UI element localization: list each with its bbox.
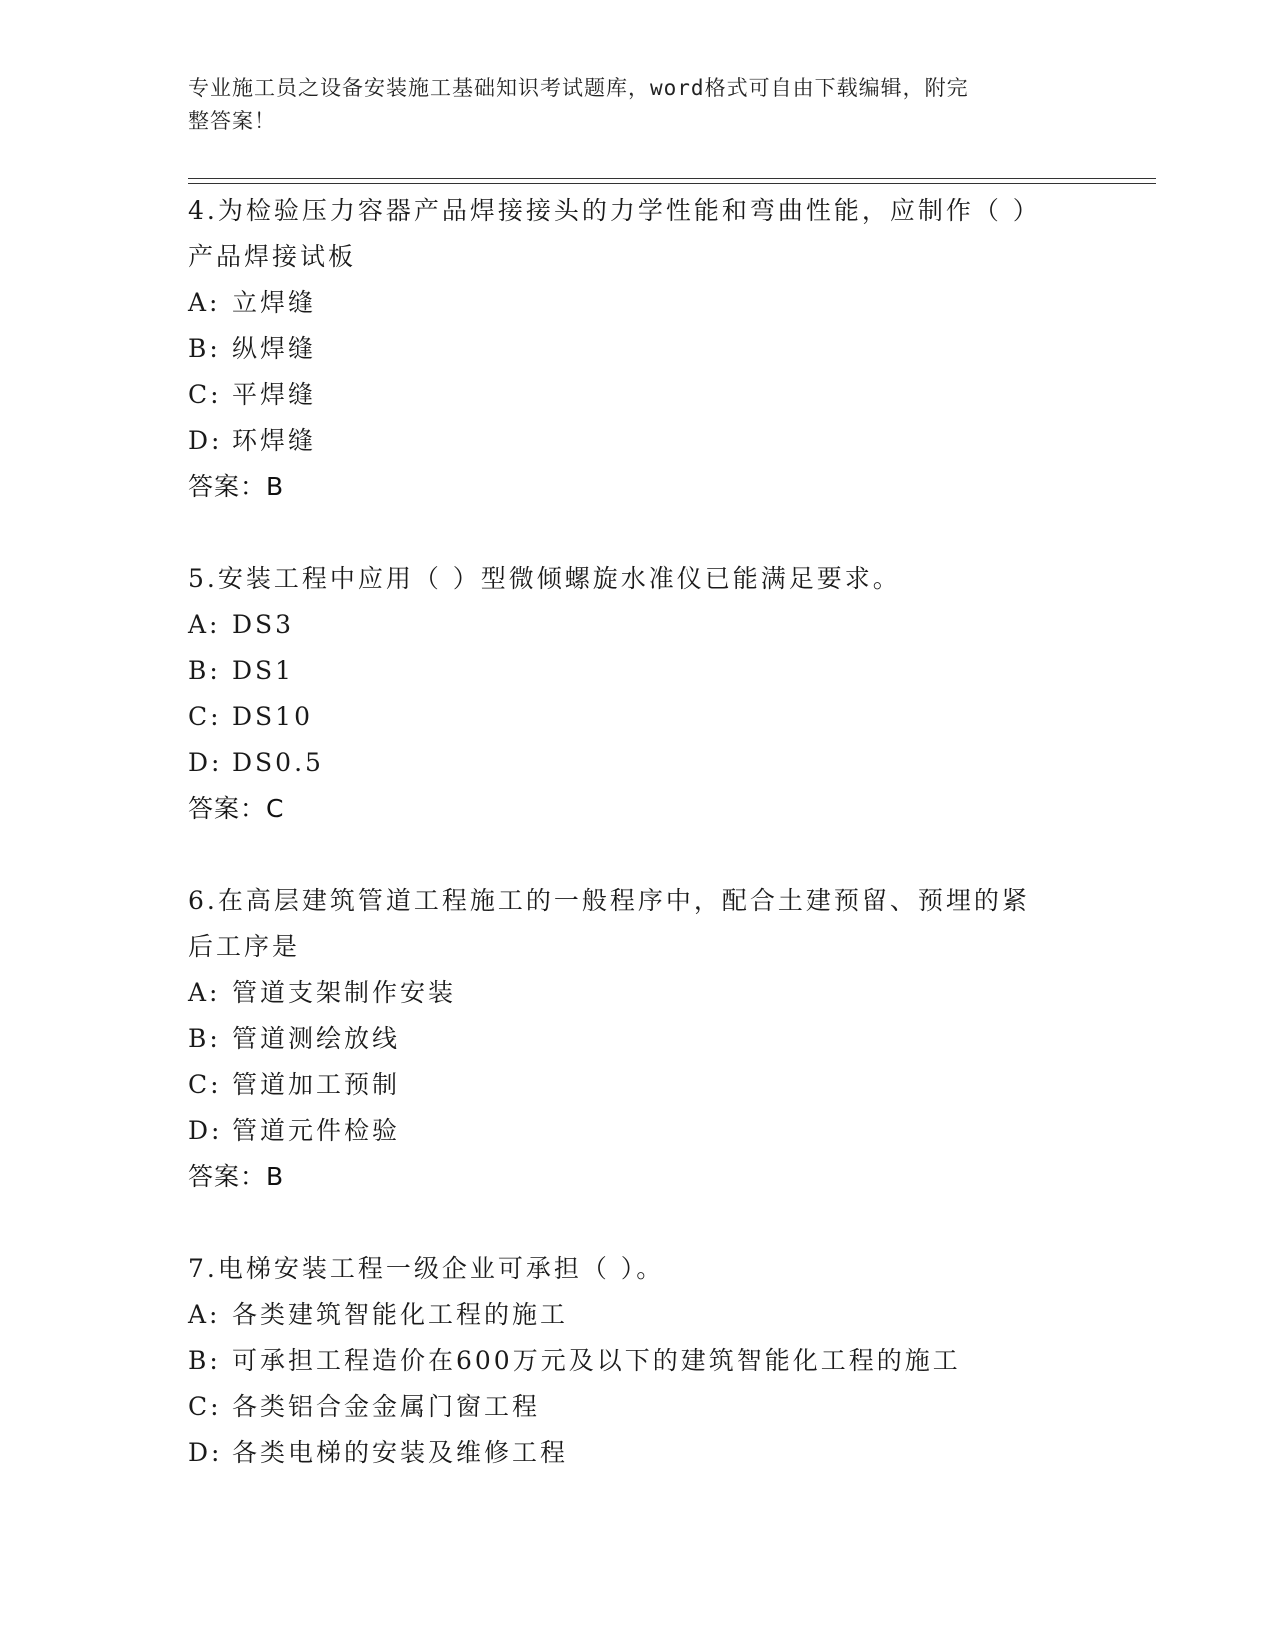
option-text: 管道支架制作安装 bbox=[232, 978, 457, 1007]
header-divider-bottom bbox=[188, 183, 1156, 184]
option-key: A: bbox=[188, 978, 221, 1007]
option-a bbox=[188, 970, 1088, 1016]
option-d bbox=[188, 1108, 1088, 1154]
option-b bbox=[188, 1338, 1088, 1384]
option-b bbox=[188, 326, 1088, 372]
option-text: 管道元件检验 bbox=[232, 1116, 401, 1145]
option-b bbox=[188, 648, 1088, 694]
option-text: 管道加工预制 bbox=[232, 1070, 401, 1099]
option-key: B: bbox=[188, 1346, 221, 1375]
question-stem: 6.在高层建筑管道工程施工的一般程序中，配合土建预留、预埋的紧 bbox=[188, 886, 1030, 915]
option-a bbox=[188, 602, 1088, 648]
question-gap bbox=[188, 1200, 1088, 1246]
option-d bbox=[188, 740, 1088, 786]
option-text: 可承担工程造价在600万元及以下的建筑智能化工程的施工 bbox=[232, 1346, 961, 1375]
option-key: B: bbox=[188, 334, 221, 363]
option-d bbox=[188, 418, 1088, 464]
header-divider-top bbox=[188, 178, 1156, 179]
answer-line: 答案：B bbox=[188, 1162, 285, 1191]
option-text: 环焊缝 bbox=[232, 426, 317, 455]
option-key: C: bbox=[188, 1070, 222, 1099]
option-text: 立焊缝 bbox=[232, 288, 317, 317]
option-key: D: bbox=[188, 748, 223, 777]
question-4 bbox=[188, 188, 1088, 510]
option-text: 平焊缝 bbox=[232, 380, 317, 409]
option-text: 各类建筑智能化工程的施工 bbox=[232, 1300, 569, 1329]
question-6 bbox=[188, 878, 1088, 1200]
option-key: C: bbox=[188, 1392, 222, 1421]
question-stem: 4.为检验压力容器产品焊接接头的力学性能和弯曲性能，应制作（ ） bbox=[188, 196, 1041, 225]
option-key: C: bbox=[188, 380, 222, 409]
question-list bbox=[188, 188, 1088, 1476]
question-stem: 5.安装工程中应用（ ）型微倾螺旋水准仪已能满足要求。 bbox=[188, 564, 901, 593]
question-stem-continued: 后工序是 bbox=[188, 932, 301, 961]
answer-line: 答案：B bbox=[188, 472, 285, 501]
option-c bbox=[188, 1062, 1088, 1108]
option-key: D: bbox=[188, 1438, 223, 1467]
option-key: B: bbox=[188, 1024, 221, 1053]
question-7 bbox=[188, 1246, 1088, 1476]
option-key: A: bbox=[188, 288, 221, 317]
option-a bbox=[188, 1292, 1088, 1338]
document-header bbox=[188, 72, 1068, 138]
answer-line: 答案：C bbox=[188, 794, 285, 823]
option-text: DS0.5 bbox=[232, 748, 324, 777]
option-text: 各类铝合金金属门窗工程 bbox=[232, 1392, 541, 1421]
header-line-1: 专业施工员之设备安装施工基础知识考试题库，word格式可自由下载编辑，附完 bbox=[188, 76, 969, 100]
option-key: C: bbox=[188, 702, 222, 731]
option-key: A: bbox=[188, 610, 221, 639]
option-text: DS1 bbox=[232, 656, 295, 685]
option-key: D: bbox=[188, 426, 223, 455]
option-key: A: bbox=[188, 1300, 221, 1329]
option-text: DS10 bbox=[232, 702, 313, 731]
header-line-2: 整答案！ bbox=[188, 109, 276, 133]
question-5 bbox=[188, 556, 1088, 832]
option-text: 各类电梯的安装及维修工程 bbox=[232, 1438, 569, 1467]
option-b bbox=[188, 1016, 1088, 1062]
option-text: DS3 bbox=[232, 610, 295, 639]
option-key: B: bbox=[188, 656, 221, 685]
option-c bbox=[188, 1384, 1088, 1430]
question-stem: 7.电梯安装工程一级企业可承担（ ）。 bbox=[188, 1254, 665, 1283]
question-gap bbox=[188, 832, 1088, 878]
question-stem-continued: 产品焊接试板 bbox=[188, 242, 357, 271]
option-key: D: bbox=[188, 1116, 223, 1145]
option-d bbox=[188, 1430, 1088, 1476]
option-c bbox=[188, 694, 1088, 740]
option-a bbox=[188, 280, 1088, 326]
question-gap bbox=[188, 510, 1088, 556]
option-c bbox=[188, 372, 1088, 418]
option-text: 纵焊缝 bbox=[232, 334, 317, 363]
option-text: 管道测绘放线 bbox=[232, 1024, 401, 1053]
